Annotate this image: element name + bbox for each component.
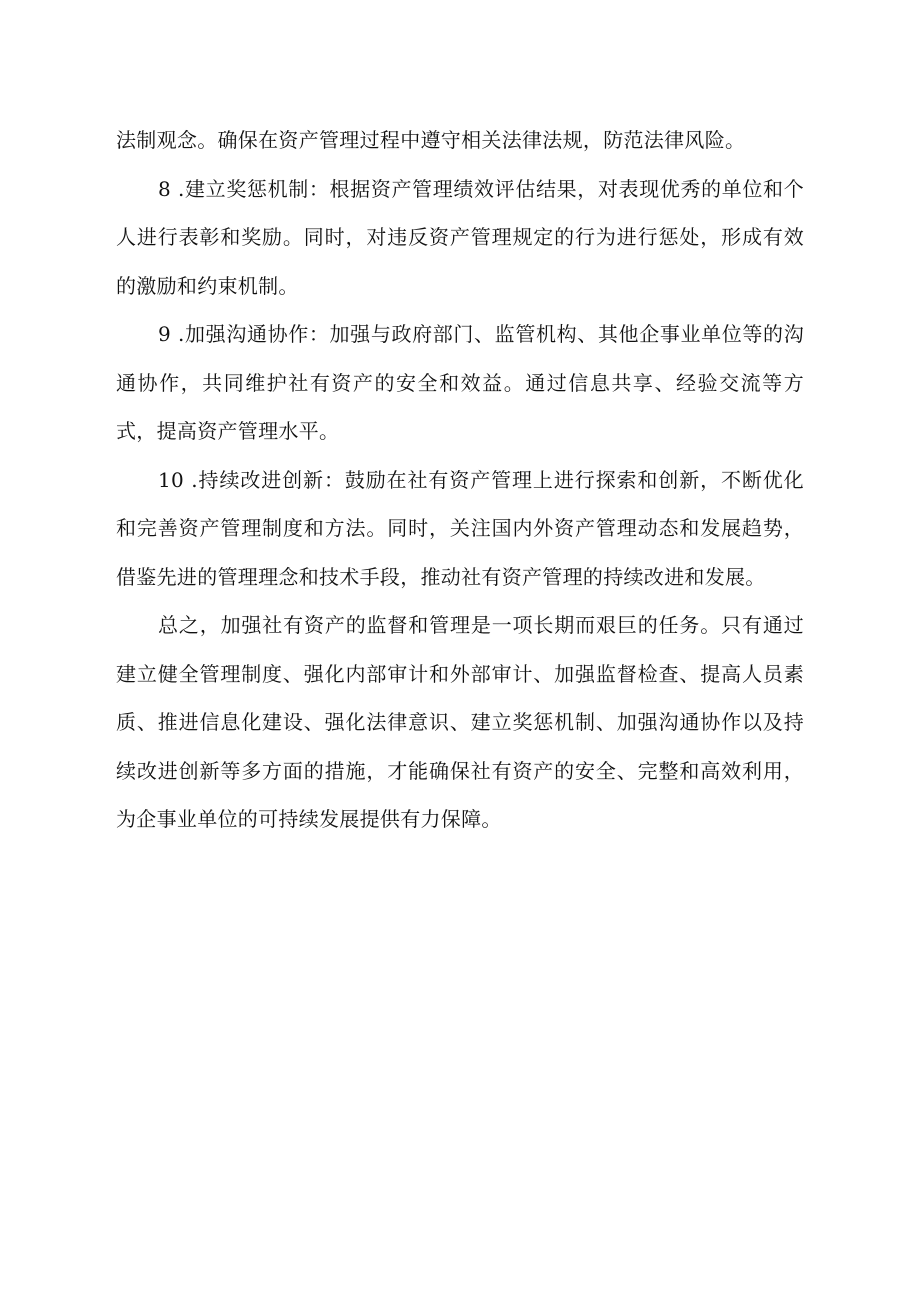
paragraph-item-9: 9 .加强沟通协作：加强与政府部门、监管机构、其他企事业单位等的沟通协作，共同维护社有资产的安全和效益。通过信息共享、经验交流等方式，提高资产管理水平。 <box>116 322 804 443</box>
paragraph-conclusion: 总之，加强社有资产的监督和管理是一项长期而艰巨的任务。只有通过建立健全管理制度、强化内部审计和外部审计、加强监督检查、提高人员素质、推进信息化建设、强化法律意识、建立奖惩机制、加强沟通协作以及持续改进创新等多方面的措施，才能确保社有资产的安全、完整和高效利用，为企事业单位的可持续发展提供有力保障。 <box>116 613 804 831</box>
document-body <box>116 116 804 844</box>
paragraph-continuation: 法制观念。确保在资产管理过程中遵守相关法律法规，防范法律风险。 <box>116 128 746 152</box>
paragraph-item-10: 10 .持续改进创新：鼓励在社有资产管理上进行探索和创新，不断优化和完善资产管理制度和方法。同时，关注国内外资产管理动态和发展趋势，借鉴先进的管理理念和技术手段，推动社有资产管理的持续改进和发展。 <box>116 467 804 589</box>
paragraph-item-8: 8 .建立奖惩机制：根据资产管理绩效评估结果，对表现优秀的单位和个人进行表彰和奖励。同时，对违反资产管理规定的行为进行惩处，形成有效的激励和约束机制。 <box>116 176 804 298</box>
